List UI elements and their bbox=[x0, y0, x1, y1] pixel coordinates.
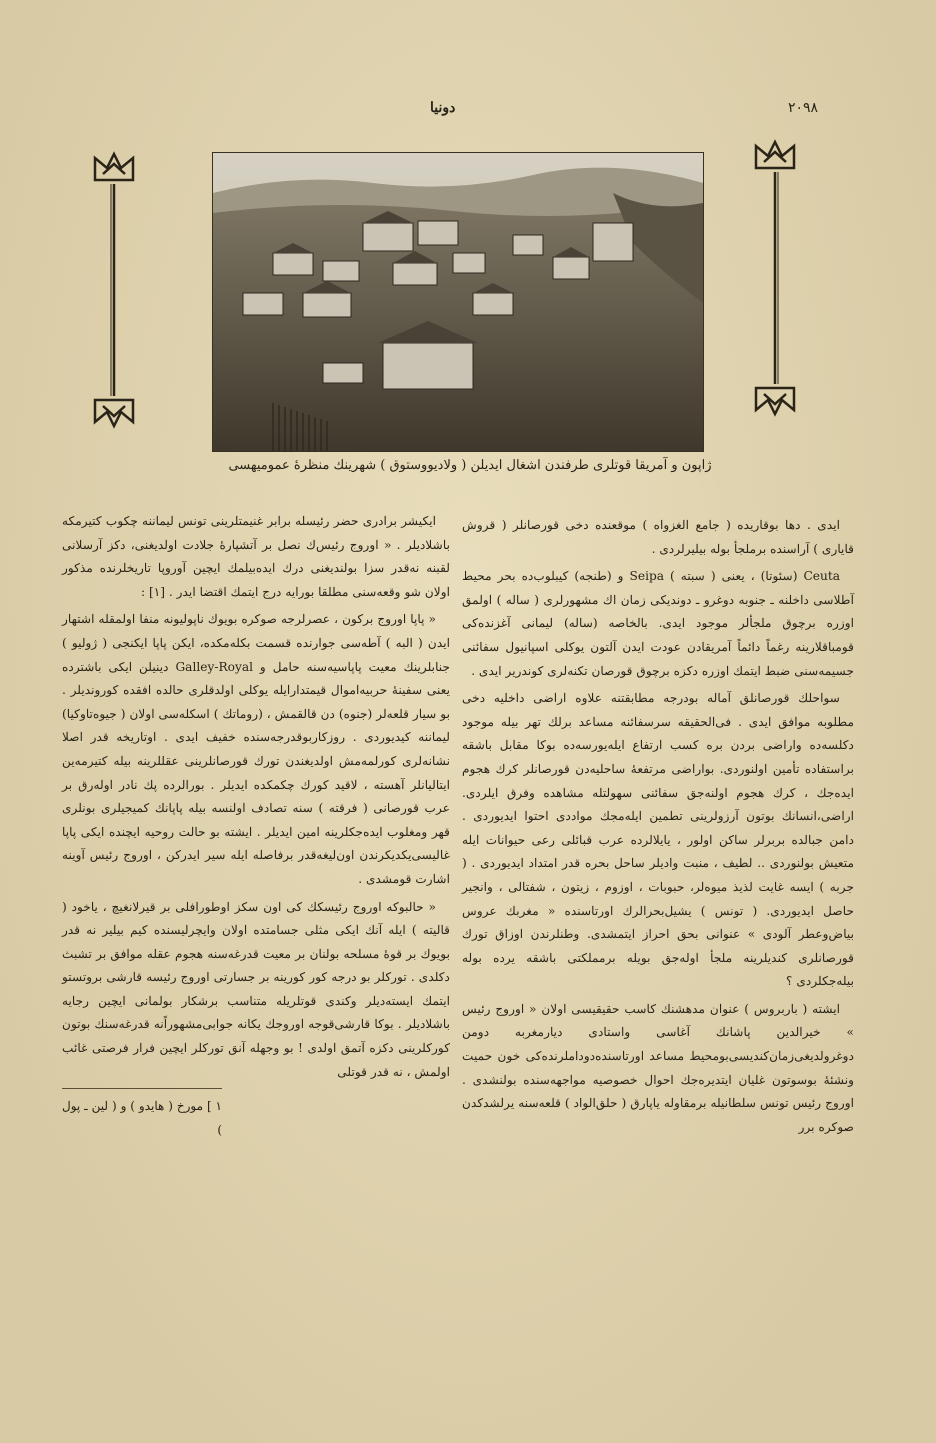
paragraph: « پاپا اوروج برکون ، عصرلرجه صوکره بویوك ناپولیونه منفا اولمقله اشتهار ایدن ( البه ) آطه‌سی جوارنده قسمت بکله‌مکده، ایکن پاپا ایکنجی ( ژولیو ) جنابلرینك معیت پاپاسیه‌سنه حامل و Galley-Royal دینیلن ایکی باشترده یعنی سفینهٔ حربیه‌اموال قیمتدارایله یوکلی اولدقلری حالده افقده کورونديلر . بو سیار قلعه‌لر (جنوه) دن قالقمش ، (روماتك ) اسکله‌سی اولان ( جیوه‌تاوکیا) لیماننه کیدیوردی . روزکاربوقدرجه‌سنده خفیف ایدی . اوتاریخه قدر اصلا نشانه‌لری کورلمه‌مش اولدیغندن تورك قورصانلرینی عقللرینه بیله کتیرمه‌ین ایتالیانلر آهسته ، لاقید کورك چکمکده ایدیلر . بورالرده پك نادر اوله‌رق بر عرب قورصانی ( فرقته ) سنه تصادف اولنسه بیله پاپانك کمیجیلری بونلری قهر ومغلوب ایده‌جکلرینه امین ایدیلر . ایشته بو حالت روحیه ایچنده ایکی پاپا غالیسی‌یکدیکرندن اون‌لیغه‌قدر برفاصله ایله سیر ایدرکن ، اوروج رئیس آوینه اشارت قومشدی . bbox=[62, 612, 450, 886]
left-column bbox=[62, 510, 450, 1142]
footnote: ١ ] مورخ ( هایدو ) و ( لین ـ پول ) bbox=[62, 1088, 222, 1142]
town-photograph bbox=[212, 152, 704, 452]
paragraph: سواحلك قورصانلق آماله بودرجه مطابقتنه علاوه اراضی داخلیه دخی مطلوبه موافق ایدی . فی‌الحقیقه سرسفائنه مساعد برلك تهر بیله موجود دکلسه‌ده واراضی بردن بره کسب ارتفاع ایله‌یورسه‌ده بوکا مقابل باشقه براستفاده تأمین اولنوردی. بواراضی مرتفعهٔ ساحلیه‌دن قورصانلر کرك هجوم ایده‌جك ، کرك هجوم اولنه‌جق سفائنی سهولتله مشاهده وفرق ایلردی. اراضی،انسانك بوتون آرزولرینی تطمین ایله‌مجك مواددی احتوا ایدیوردی . دامن جبالده بربرلر ساکن اولور ، یایلالرده عرب قبائلی رعی حیوانات ایله متعیش بولنوردی .. لطیف ، منبت وادیلر ساحل بحره قدر امتداد ایدیوردی . ( جربه ) ایسه غایت لذیذ میوه‌لر، حبوبات ، اوزوم ، زیتون ، شفتالی ، وانجیر حاصل ایدیوردی. ( تونس ) یشیل‌بحرالرك اورتاسنده « مغربك عروس بیاض‌وعطر آلودی » عنوانی بحق احراز ایتمشدی. وطنلرندن اوزاق تورك قورصانلری کندیلرینه ملجأ اوله‌جق بویله برمملکتی باشقه یرده بوله بیله‌جکلردی ؟ bbox=[462, 691, 854, 989]
paragraph: ایدی . دها بوقاریده ( جامع الغزواه ) موقعنده دخی قورصانلر ( قروش قایاری ) آراسنده برملجأ بوله بیلیرلردی . bbox=[462, 518, 854, 556]
paragraph: « حالبوکه اوروج رئیسکك کی اون سکز اوطورافلی بر قیرلانغیچ ، یاخود ( قالیته ) ایله آنك ایکی مثلی جسامتده اولان وایچرلیسنده کیم بیلیر نه قدر بویوك بر قوهٔ مسلحه بولنان بر معیت قدرغه‌سنه هجوم عقله موافق بر تشبث دکلدی . تورکلر بو درجه کور کورینه بر جسارتی اوروج رئیسه قارشی بروتستو ایتمك ایسته‌دیلر وکندی قوتلریله متناسب برشکار بولمانی ایچین رجایه باشلادیلر . بوکا قارشی‌قوجه اوروجك یکانه جوابی‌مشهوراًنه قدرغه‌سنك بوتون کورکلرینی دکزه آتمق اولدی ! بو وجهله آنق تورکلر ایچین فرار فرصتی غائب اولمش ، نه قدر قوتلی bbox=[62, 899, 450, 1079]
running-title: دونیا bbox=[430, 100, 456, 116]
right-column bbox=[462, 514, 854, 1143]
page-number: ٢٠٩٨ bbox=[788, 100, 819, 116]
paragraph: ایشته ( باربروس ) عنوان مدهشنك کاسب حقیقیسی اولان « اوروج رئیس » خیرالدین پاشانك آغاسی واستادی دیارمغربه دومن دوغرولدیغی‌زمان‌کندیسی‌بومحیط مساعد اورتاسنده‌دوداملرنده‌کی خون حمیت ونشئهٔ بوسوتون غلیان ایتدیره‌جك احوال خصوصیه مواجهه‌سنده بولنشدی . اوروج رئیس تونس سلطانیله برمقاوله یاپارق ( حلق‌الواد ) قلعه‌سنه یرلشدکدن صوکره برر bbox=[462, 1001, 854, 1134]
paragraph: Ceuta (سئوتا) ، یعنی ( سبته ) Seipa و (طنجه) کیبلوب‌ده بحر محیط آطلاسی داخلنه ـ جنوبه دوغرو ـ دوندیکی زمان اك مشهورلری ( ساله ) اولمق اوزره برچوق ملجألر موجود ایدی. بالخاصه (ساله) لیمانی آغزنده‌کی قومباقلارینه رغماً دائماً آمریقادن عودت ایدن آلتون یوکلی اسپانیول سفائنی جسیمه‌سنی ضبط ایتمك اوزره دکزه برچوق قورصان تکنه‌لری کوندریر ایدی . bbox=[462, 569, 854, 678]
paragraph: ایکیشر برادری حضر رئیسله برابر غنیمتلرینی تونس لیماننه چکوب کتیرمکه باشلادیلر . « اوروج رئیس‌ك نصل بر آتشپارهٔ جلادت اولدیغنی، دکز آرسلانی لقبنه نه‌قدر سزا بولندیغنی درك ایده‌بیلمك ایچین آوروپا تاریخلرنده مذکور اولان شو وقعه‌سنی مطلقا بورایه درج ایتمك اقتضا ایدر . [١] : bbox=[62, 514, 450, 599]
right-ornament bbox=[752, 138, 798, 418]
figure-caption: ژاپون و آمریقا قوتلری طرفندن اشغال ایدیلن ( ولادیووستوق ) شهرینك منظرهٔ عمومیهسی bbox=[228, 458, 712, 473]
left-ornament bbox=[91, 150, 137, 430]
